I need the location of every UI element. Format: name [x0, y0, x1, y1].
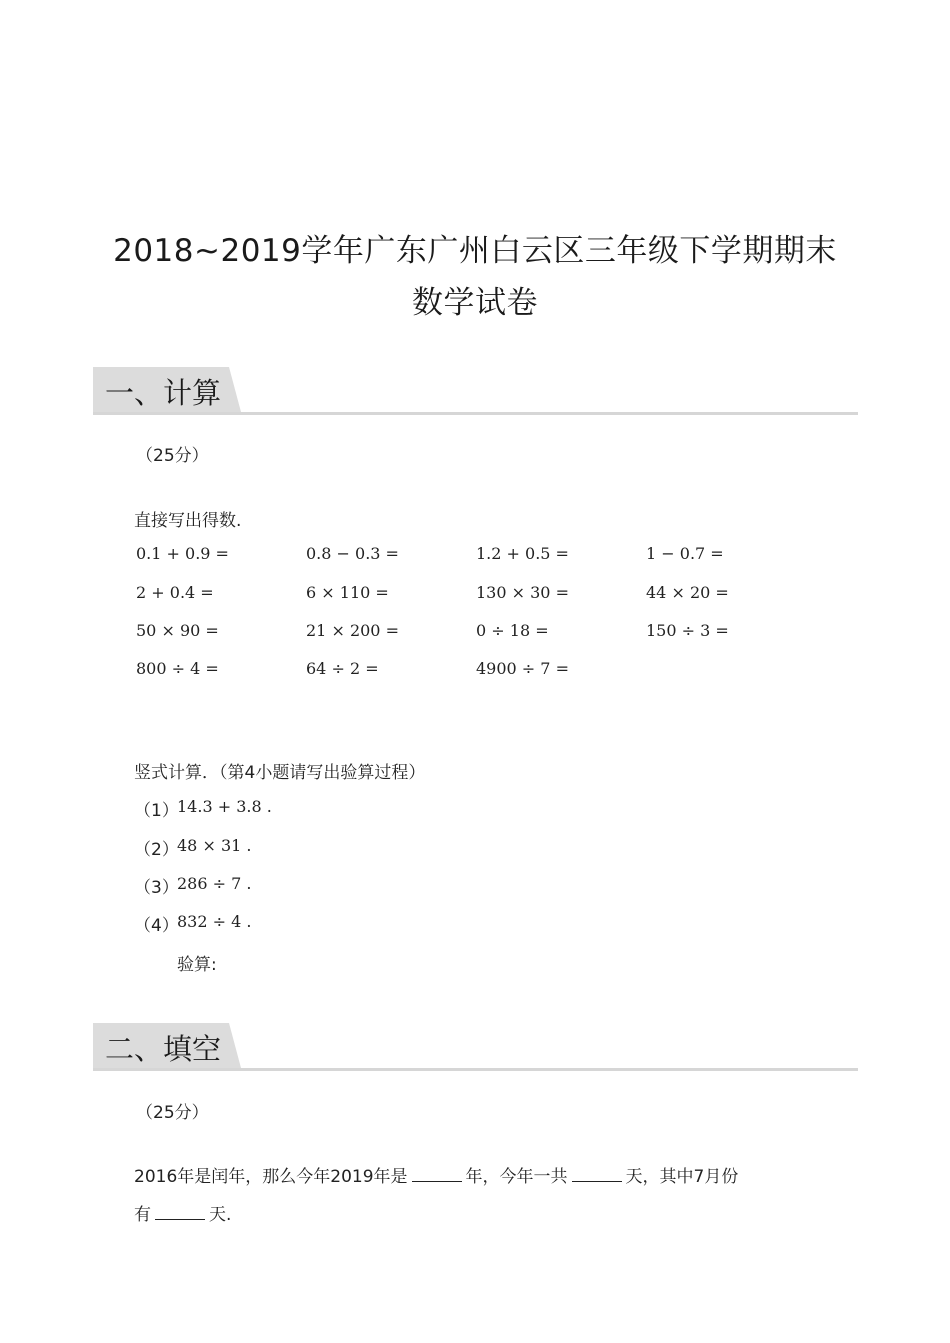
oral-calc-item: 2 + 0.4 =: [136, 583, 214, 602]
question-expression: 832 ÷ 4 .: [177, 912, 252, 931]
question-expression: 14.3 + 3.8 .: [177, 797, 272, 816]
section-header-fill: [93, 1023, 858, 1071]
section-title: 二、填空: [105, 1032, 222, 1066]
oral-calc-item: 1.2 + 0.5 =: [476, 544, 569, 563]
oral-calc-item: 6 × 110 =: [306, 583, 389, 602]
page-title-line-1: 2018~2019学年广东广州白云区三年级下学期期末: [113, 233, 837, 269]
oral-calc-item: 0.8 − 0.3 =: [306, 544, 399, 563]
question-number: （1）: [134, 801, 179, 821]
oral-calc-item: 0.1 + 0.9 =: [136, 544, 229, 563]
section-score: （25分）: [136, 446, 209, 466]
question-expression: 286 ÷ 7 .: [177, 874, 252, 893]
fill-question-line-1: [134, 1162, 738, 1187]
section-title: 一、计算: [105, 376, 222, 410]
answer-blank[interactable]: [155, 1205, 205, 1220]
oral-calc-instruction: 直接写出得数.: [134, 511, 242, 531]
answer-blank[interactable]: [412, 1167, 462, 1182]
oral-calc-item: 1 − 0.7 =: [646, 544, 724, 563]
check-label: 验算:: [177, 955, 217, 975]
question-text: 有: [134, 1205, 151, 1225]
vertical-calc-instruction: 竖式计算．（第4小题请写出验算过程）: [134, 763, 426, 783]
oral-calc-item: 21 × 200 =: [306, 621, 399, 640]
page-title-line-2: 数学试卷: [412, 285, 538, 321]
question-number: （3）: [134, 878, 179, 898]
question-expression: 48 × 31 .: [177, 836, 252, 855]
section-header-calc: [93, 367, 858, 415]
fill-question-line-2: [134, 1200, 231, 1225]
answer-blank[interactable]: [572, 1167, 622, 1182]
question-text: 天，其中7月份: [625, 1167, 739, 1187]
oral-calc-item: 4900 ÷ 7 =: [476, 659, 569, 678]
oral-calc-item: 800 ÷ 4 =: [136, 659, 219, 678]
oral-calc-item: 50 × 90 =: [136, 621, 219, 640]
question-number: （2）: [134, 840, 179, 860]
question-text: 天.: [209, 1205, 232, 1225]
oral-calc-item: 0 ÷ 18 =: [476, 621, 549, 640]
question-text: 2016年是闰年，那么今年2019年是: [134, 1167, 408, 1187]
question-number: （4）: [134, 916, 179, 936]
oral-calc-item: 64 ÷ 2 =: [306, 659, 379, 678]
question-text: 年，今年一共: [465, 1167, 568, 1187]
oral-calc-item: 44 × 20 =: [646, 583, 729, 602]
oral-calc-item: 130 × 30 =: [476, 583, 569, 602]
section-score: （25分）: [136, 1103, 209, 1123]
oral-calc-item: 150 ÷ 3 =: [646, 621, 729, 640]
